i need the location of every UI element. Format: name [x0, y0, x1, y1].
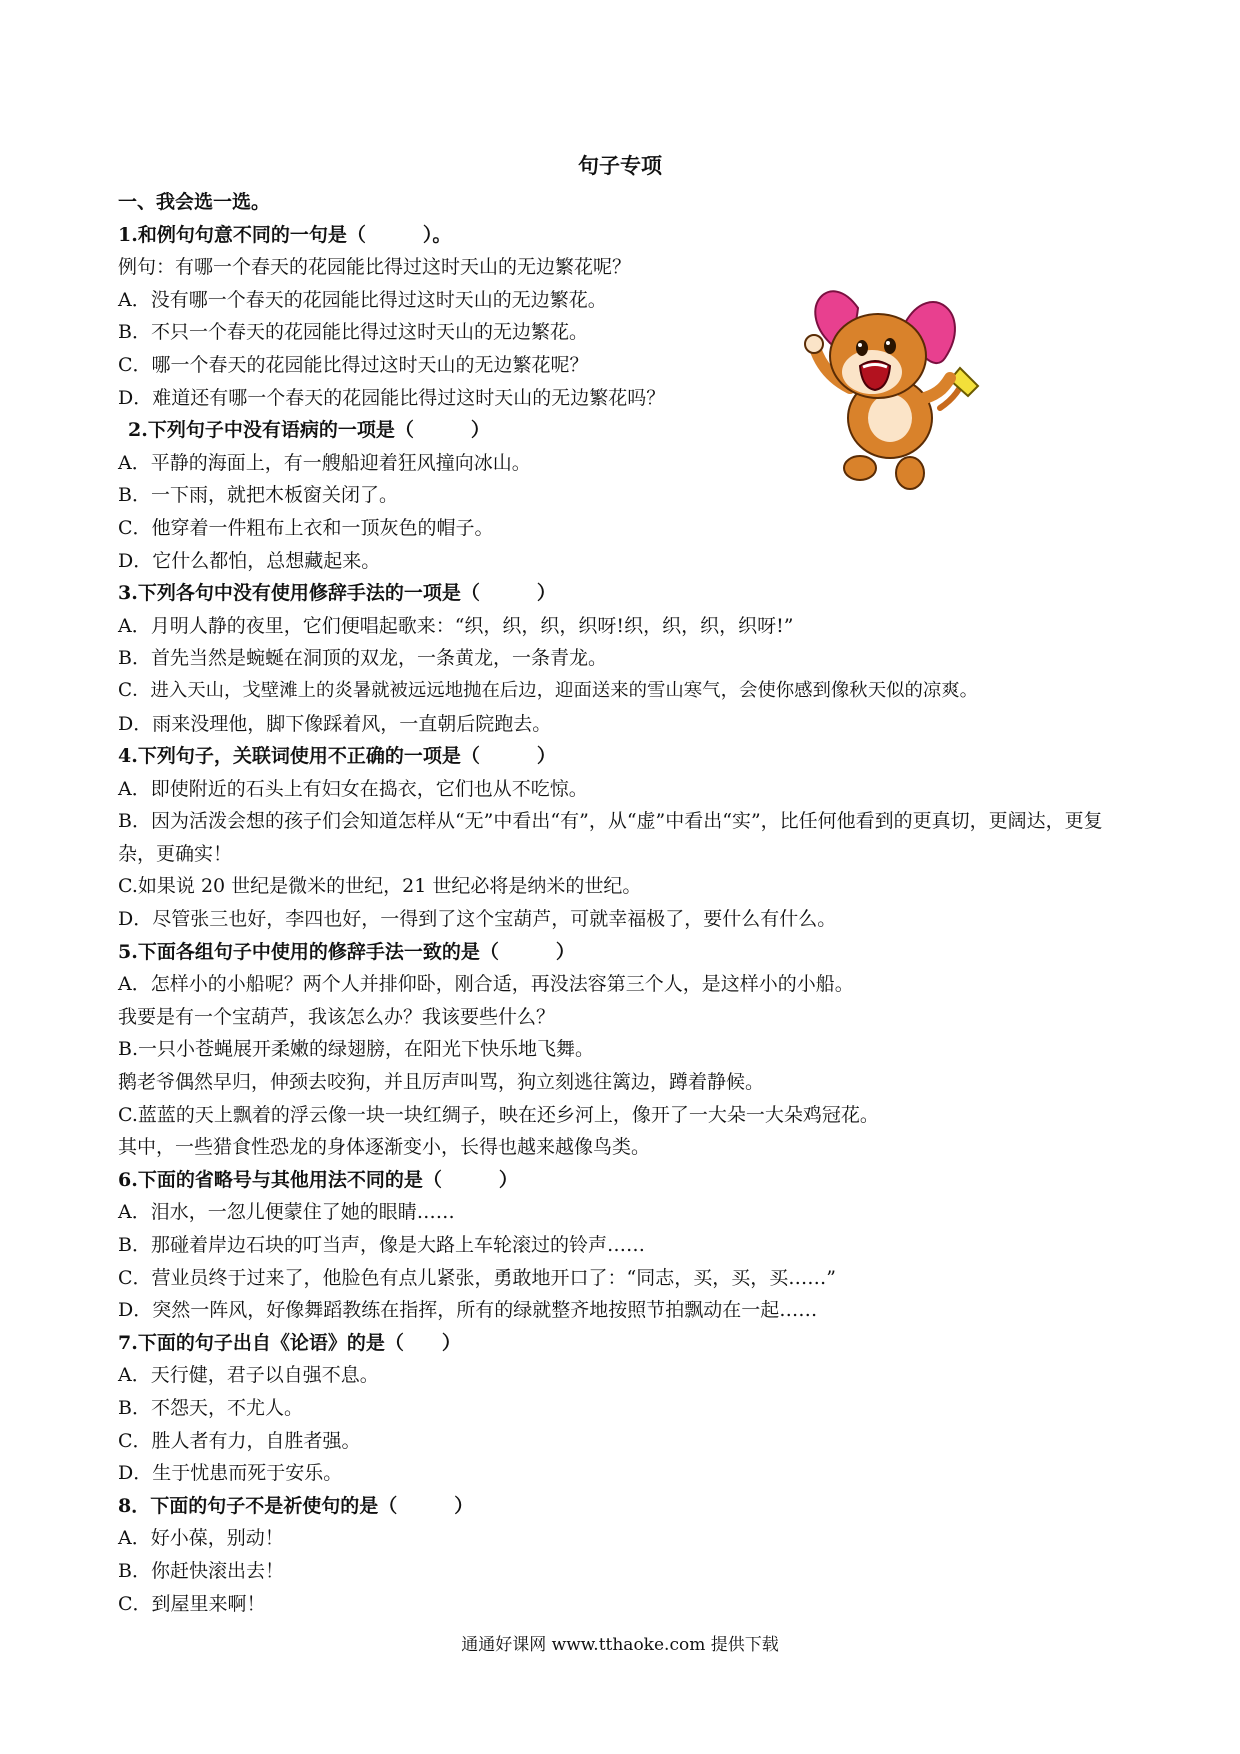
option-item: A．月明人静的夜里，它们便唱起歌来：“织，织，织，织呀!织，织，织，织呀!”	[118, 614, 794, 637]
option-item: C．他穿着一件粗布上衣和一顶灰色的帽子。	[118, 516, 494, 539]
option-item: B.一只小苍蝇展开柔嫩的绿翅膀，在阳光下快乐地飞舞。	[118, 1038, 595, 1061]
option-item: C.蓝蓝的天上飘着的浮云像一块一块红绸子，映在还乡河上，像开了一大朵一大朵鸡冠花。	[118, 1103, 879, 1126]
question-stem: 8．下面的句子不是祈使句的是（ ）	[118, 1494, 474, 1517]
option-item: C．哪一个春天的花园能比得过这时天山的无边繁花呢？	[118, 353, 589, 376]
option-item: 鹅老爷偶然早归，伸颈去咬狗，并且厉声叫骂，狗立刻逃往篱边，蹲着静候。	[118, 1071, 765, 1094]
option-item: 我要是有一个宝葫芦，我该怎么办？我该要些什么？	[118, 1005, 556, 1028]
question-stem: 2.下列句子中没有语病的一项是（ ）	[128, 419, 490, 442]
option-item: D．雨来没理他，脚下像踩着风，一直朝后院跑去。	[118, 712, 552, 735]
question-stem: 5.下面各组句子中使用的修辞手法一致的是（ ）	[118, 940, 575, 963]
option-item: B．那碰着岸边石块的叮当声，像是大路上车轮滚过的铃声……	[118, 1234, 645, 1256]
question-stem: 6.下面的省略号与其他用法不同的是（ ）	[118, 1168, 518, 1191]
option-item: C．胜人者有力，自胜者强。	[118, 1429, 361, 1452]
option-item: D．尽管张三也好，李四也好，一得到了这个宝葫芦，可就幸福极了，要什么有什么。	[118, 908, 837, 931]
question-stem: 4.下列句子，关联词使用不正确的一项是（ ）	[118, 745, 556, 768]
option-item: A．好小葆，别动！	[118, 1527, 284, 1550]
option-item: C．营业员终于过来了，他脸色有点儿紧张，勇敢地开口了：“同志，买，买，买……”	[118, 1266, 836, 1289]
option-item: C.如果说 20 世纪是微米的世纪，21 世纪必将是纳米的世纪。	[118, 875, 642, 898]
option-item: A．天行健，君子以自强不息。	[118, 1364, 379, 1387]
option-item: B．你赶快滚出去！	[118, 1559, 284, 1582]
option-item: A．没有哪一个春天的花园能比得过这时天山的无边繁花。	[118, 288, 607, 311]
option-item: B．不怨天，不尤人。	[118, 1396, 303, 1419]
option-item: A．即使附近的石头上有妇女在捣衣，它们也从不吃惊。	[118, 777, 588, 800]
option-item: A．怎样小的小船呢？两个人并排仰卧，刚合适，再没法容第三个人，是这样小的小船。	[118, 973, 854, 996]
option-item: B．首先当然是蜿蜒在洞顶的双龙，一条黄龙，一条青龙。	[118, 647, 607, 670]
example-sentence: 例句：有哪一个春天的花园能比得过这时天山的无边繁花呢？	[118, 256, 632, 279]
option-item: A．泪水，一忽儿便蒙住了她的眼睛……	[118, 1201, 455, 1224]
page-footer: 通通好课网 www.tthaoke.com 提供下载	[461, 1635, 779, 1655]
cartoon-mascot-illustration	[800, 268, 980, 493]
option-item: 其中，一些猎食性恐龙的身体逐渐变小，长得也越来越像鸟类。	[118, 1136, 651, 1159]
option-item: D．难道还有哪一个春天的花园能比得过这时天山的无边繁花吗？	[118, 386, 666, 409]
option-item: B．不只一个春天的花园能比得过这时天山的无边繁花。	[118, 321, 588, 344]
question-stem: 3.下列各句中没有使用修辞手法的一项是（ ）	[118, 582, 556, 605]
option-item: C．进入天山，戈壁滩上的炎暑就被远远地抛在后边，迎面送来的雪山寒气，会使你感到像秋天似的凉爽。	[118, 679, 979, 701]
option-item: C．到屋里来啊！	[118, 1592, 266, 1615]
option-item: A．平静的海面上，有一艘船迎着狂风撞向冰山。	[118, 451, 531, 474]
option-item: B．因为活泼会想的孩子们会知道怎样从“无”中看出“有”，从“虚”中看出“实”，比任何他看到的更真切，更阔达，更复杂，更确实！	[118, 810, 1103, 865]
page-title: 句子专项	[578, 153, 662, 178]
option-item: D．突然一阵风，好像舞蹈教练在指挥，所有的绿就整齐地按照节拍飘动在一起……	[118, 1299, 818, 1322]
section-heading: 一、我会选一选。	[118, 191, 271, 213]
option-item: D．生于忧患而死于安乐。	[118, 1462, 343, 1485]
option-item: D．它什么都怕，总想藏起来。	[118, 549, 381, 572]
question-stem: 1.和例句句意不同的一句是（ ）。	[118, 223, 452, 246]
option-item: B．一下雨，就把木板窗关闭了。	[118, 484, 398, 507]
question-stem: 7.下面的句子出自《论语》的是（ ）	[118, 1331, 461, 1354]
